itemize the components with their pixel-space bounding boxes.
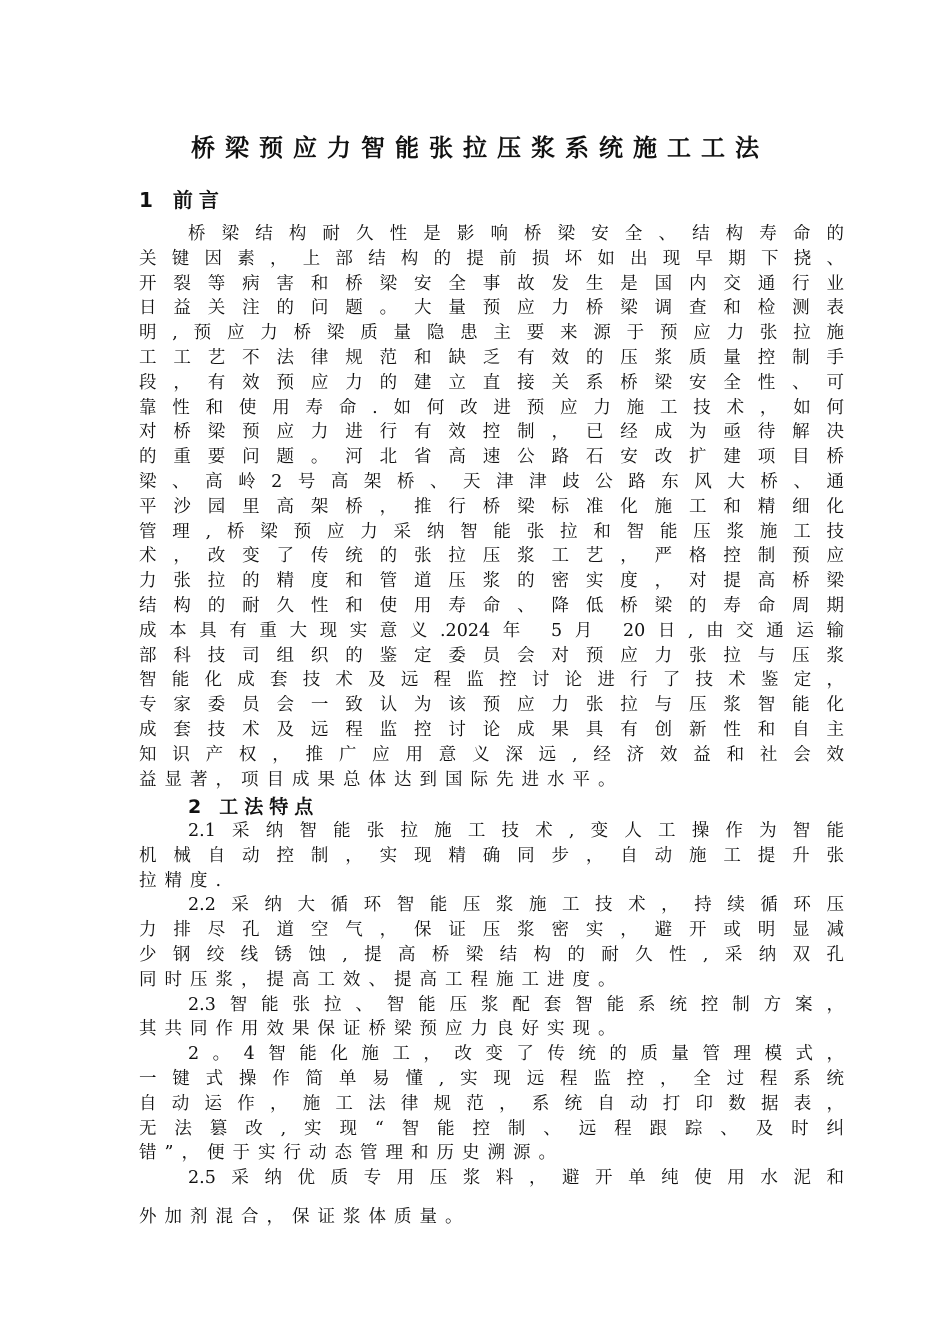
paragraph-line: 机械自动控制，实现精确同步，自动施工提升张 [139, 845, 844, 866]
paragraph-line: 靠性和使用寿命.如何改进预应力施工技术，如何 [139, 397, 844, 418]
paragraph-line: 拉精度. [139, 870, 230, 891]
paragraph-line: 知识产权，推广应用意义深远,经济效益和社会效 [139, 744, 844, 765]
paragraph-line: 益显著，项目成果总体达到国际先进水平。 [139, 769, 624, 790]
paragraph-line: 力排尽孔道空气，保证压浆密实，避开或明显减 [139, 920, 844, 941]
paragraph-line: 力张拉的精度和管道压浆的密实度，对提高桥梁 [139, 571, 844, 592]
paragraph-line: 结构的耐久性和使用寿命、降低桥梁的寿命周期 [139, 595, 844, 616]
section-2-heading [188, 793, 319, 821]
section-2-body [139, 819, 844, 1230]
paragraph-line: 桥梁结构耐久性是影响桥梁安全、结构寿命的 [188, 224, 844, 244]
paragraph-line: 工工艺不法律规范和缺乏有效的压浆质量控制手 [139, 347, 844, 368]
paragraph-line: 一键式操作简单易懂,实现远程监控，全过程系统 [139, 1068, 844, 1089]
section-1-title: 前言 [172, 188, 225, 212]
section-1-heading [139, 186, 225, 214]
paragraph-line: 2.3智能张拉、智能压浆配套智能系统控制方案， [188, 994, 844, 1015]
paragraph-line: 梁、高岭2号高架桥、天津津歧公路东风大桥、通 [139, 471, 844, 492]
paragraph-line: 外加剂混合，保证浆体质量。 [139, 1206, 471, 1227]
section-2-title: 工法特点 [219, 796, 320, 818]
paragraph-line: 2。4智能化施工，改变了传统的质量管理模式， [188, 1044, 844, 1065]
paragraph-line: 2.2采纳大循环智能压浆施工技术，持续循环压 [188, 895, 844, 916]
paragraph-line: 智能化成套技术及远程监控讨论进行了技术鉴定， [139, 670, 844, 691]
document-title: 桥梁预应力智能张拉压浆系统施工工法 [191, 134, 769, 162]
paragraph-line: 开裂等病害和桥梁安全事故发生是国内交通行业 [139, 273, 844, 294]
paragraph-line: 管理,桥梁预应力采纳智能张拉和智能压浆施工技 [139, 521, 844, 542]
paragraph-line: 术，改变了传统的张拉压浆工艺，严格控制预应 [139, 546, 844, 567]
paragraph-line: 关键因素，上部结构的提前损坏如出现早期下挠、 [139, 248, 844, 269]
paragraph-line: 其共同作用效果保证桥梁预应力良好实现。 [139, 1019, 624, 1040]
paragraph-line: 自动运作，施工法律规范，系统自动打印数据表， [139, 1093, 844, 1114]
paragraph-line: 成本具有重大现实意义.2024年 5月 20日,由交通运输 [139, 620, 844, 641]
paragraph-line: 无法篡改,实现“智能控制、远程跟踪、及时纠 [139, 1118, 844, 1139]
paragraph-line: 日益关注的问题。大量预应力桥梁调查和检测表 [139, 298, 844, 319]
paragraph-line: 同时压浆，提高工效、提高工程施工进度。 [139, 969, 624, 990]
paragraph-line: 对桥梁预应力进行有效控制，已经成为亟待解决 [139, 422, 844, 443]
section-2-number: 2 [188, 796, 208, 818]
paragraph-line: 明,预应力桥梁质量隐患主要来源于预应力张拉施 [139, 323, 844, 344]
paragraph-line: 专家委员会一致认为该预应力张拉与压浆智能化 [139, 695, 844, 716]
paragraph-line: 部科技司组织的鉴定委员会对预应力张拉与压浆 [139, 645, 844, 666]
paragraph-line: 错”，便于实行动态管理和历史溯源。 [139, 1143, 564, 1164]
paragraph-line: 的重要问题。河北省高速公路石安改扩建项目桥 [139, 447, 844, 468]
paragraph-line: 2.5采纳优质专用压浆料，避开单纯使用水泥和 [188, 1168, 844, 1189]
paragraph-line: 成套技术及远程监控讨论成果具有创新性和自主 [139, 719, 844, 740]
paragraph-line: 2.1采纳智能张拉施工技术,变人工操作为智能 [188, 821, 844, 841]
section-1-number: 1 [139, 188, 159, 212]
section-1-body [139, 222, 844, 792]
paragraph-line: 平沙园里高架桥，推行桥梁标准化施工和精细化 [139, 496, 844, 517]
paragraph-line: 少钢绞线锈蚀,提高桥梁结构的耐久性,采纳双孔 [139, 944, 844, 965]
paragraph-line: 段，有效预应力的建立直接关系桥梁安全性、可 [139, 372, 844, 393]
